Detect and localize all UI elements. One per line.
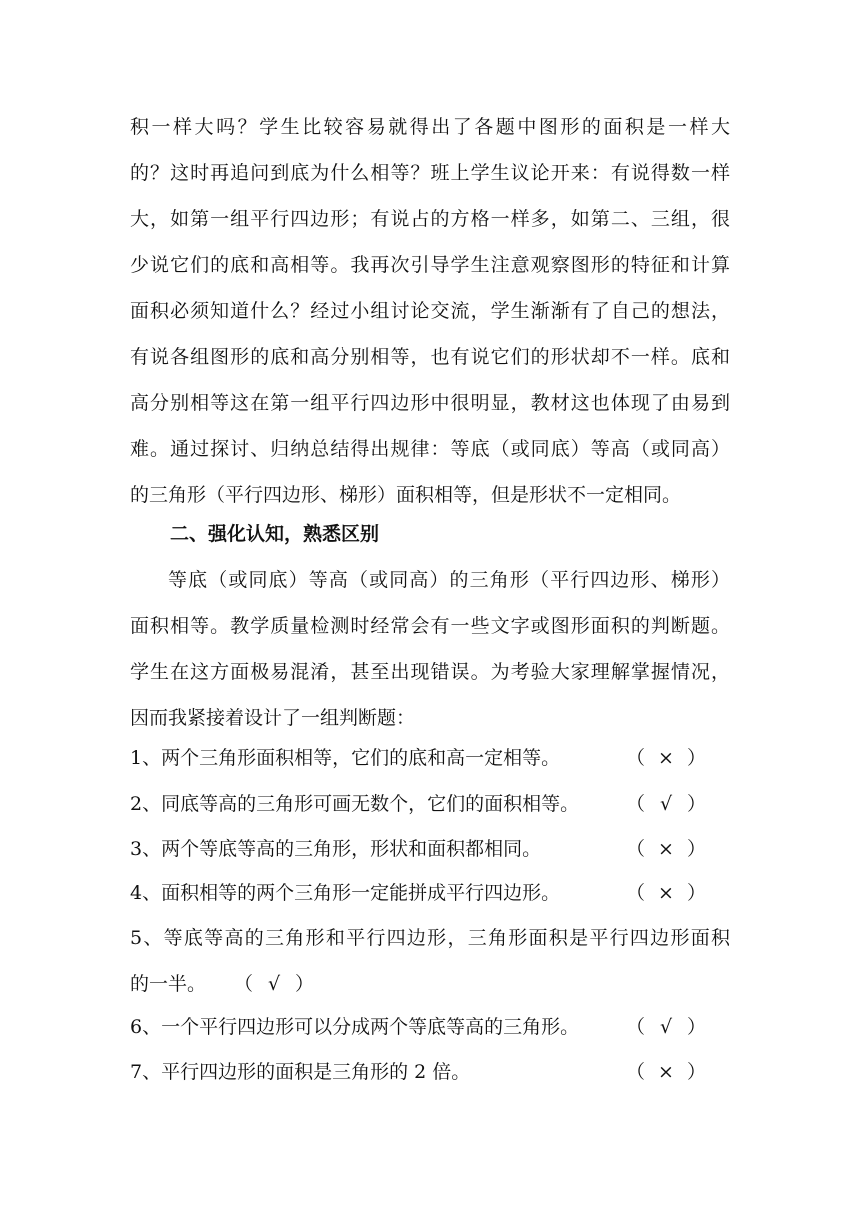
- answer-open-paren: （: [626, 1016, 646, 1038]
- answer-3: [626, 826, 706, 872]
- answer-close-paren: ）: [686, 747, 706, 769]
- paragraph-line: 大，如第一组平行四边形；有说占的方格一样多，如第二、三组，很: [130, 208, 730, 230]
- paragraph-2: [130, 557, 730, 741]
- answer-1: [626, 735, 706, 781]
- question-5: [130, 915, 730, 1007]
- question-3: 3、两个等底等高的三角形，形状和面积都相同。: [130, 838, 542, 860]
- answer-close-paren: ）: [686, 793, 706, 815]
- cross-mark-icon: ×: [658, 838, 674, 860]
- paragraph-line: 难。通过探讨、归纳总结得出规律：等底（或同底）等高（或同高）: [130, 438, 730, 460]
- paragraph-line: 的？这时再追问到底为什么相等？班上学生议论开来：有说得数一样: [130, 162, 730, 184]
- answer-5: [234, 961, 314, 1007]
- answer-open-paren: （: [626, 747, 646, 769]
- answer-4: [626, 870, 706, 916]
- paragraph-line: 因而我紧接着设计了一组判断题：: [130, 707, 416, 729]
- question-1: 1、两个三角形面积相等，它们的底和高一定相等。: [130, 747, 561, 769]
- paragraph-1: [130, 104, 730, 518]
- cross-mark-icon: ×: [658, 1061, 674, 1083]
- section-heading: 二、强化认知，熟悉区别: [170, 523, 380, 545]
- answer-close-paren: ）: [686, 1061, 706, 1083]
- paragraph-line: 学生在这方面极易混淆，甚至出现错误。为考验大家理解掌握情况，: [130, 661, 730, 683]
- question-2: 2、同底等高的三角形可画无数个，它们的面积相等。: [130, 793, 580, 815]
- paragraph-line: 面积相等。教学质量检测时经常会有一些文字或图形面积的判断题。: [130, 615, 730, 637]
- cross-mark-icon: ×: [658, 747, 674, 769]
- question-5-line-2: [130, 961, 730, 1007]
- answer-close-paren: ）: [686, 882, 706, 904]
- question-6: 6、一个平行四边形可以分成两个等底等高的三角形。: [130, 1016, 580, 1038]
- question-7: 7、平行四边形的面积是三角形的 2 倍。: [130, 1061, 471, 1083]
- paragraph-line: 等底（或同底）等高（或同高）的三角形（平行四边形、梯形）: [168, 569, 730, 591]
- paragraph-line: 少说它们的底和高相等。我再次引导学生注意观察图形的特征和计算: [130, 254, 730, 276]
- answer-7: [626, 1049, 706, 1095]
- paragraph-line: 有说各组图形的底和高分别相等，也有说它们的形状却不一样。底和: [130, 346, 730, 368]
- cross-mark-icon: ×: [658, 882, 674, 904]
- check-mark-icon: √: [659, 793, 673, 815]
- paragraph-line: 的三角形（平行四边形、梯形）面积相等，但是形状不一定相同。: [130, 484, 682, 506]
- paragraph-line: 积一样大吗？学生比较容易就得出了各题中图形的面积是一样大: [130, 116, 730, 138]
- answer-6: [626, 1004, 706, 1050]
- answer-open-paren: （: [626, 793, 646, 815]
- answer-close-paren: ）: [686, 1016, 706, 1038]
- question-5-continuation: 的一半。: [130, 973, 207, 995]
- question-4: 4、面积相等的两个三角形一定能拼成平行四边形。: [130, 882, 561, 904]
- paragraph-line: 面积必须知道什么？经过小组讨论交流，学生渐渐有了自己的想法，: [130, 300, 730, 322]
- question-5-line-1: 5、等底等高的三角形和平行四边形，三角形面积是平行四边形面积: [130, 927, 730, 949]
- paragraph-line: 高分别相等这在第一组平行四边形中很明显，教材这也体现了由易到: [130, 392, 730, 414]
- answer-open-paren: （: [234, 973, 254, 995]
- answer-open-paren: （: [626, 1061, 646, 1083]
- check-mark-icon: √: [659, 1016, 673, 1038]
- answer-2: [626, 781, 706, 827]
- answer-close-paren: ）: [295, 973, 315, 995]
- check-mark-icon: √: [267, 973, 281, 995]
- answer-close-paren: ）: [686, 838, 706, 860]
- answer-open-paren: （: [626, 882, 646, 904]
- answer-open-paren: （: [626, 838, 646, 860]
